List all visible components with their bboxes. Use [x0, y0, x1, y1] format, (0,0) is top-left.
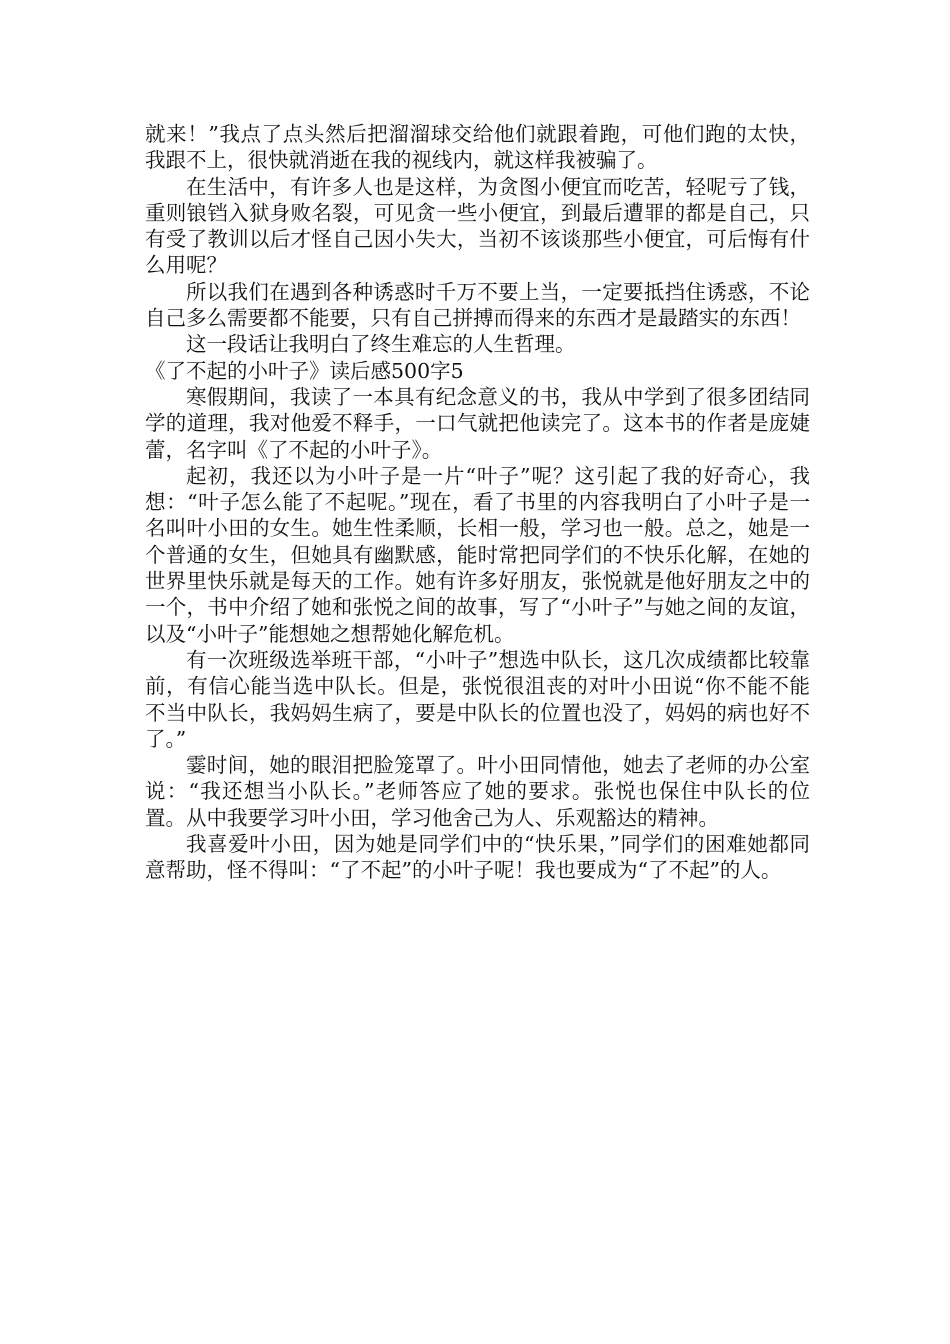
paragraph-continuation: 就来！”我点了点头然后把溜溜球交给他们就跟着跑，可他们跑的太快，我跟不上，很快就消逝在我的视线内，就这样我被骗了。 — [145, 122, 810, 173]
paragraph: 这一段话让我明白了终生难忘的人生哲理。 — [186, 332, 576, 357]
paragraph: 我喜爱叶小田，因为她是同学们中的“快乐果，”同学们的困难她都同意帮助，怪不得叫：“了不起”的小叶子呢！我也要成为“了不起”的人。 — [145, 832, 810, 883]
paragraph: 霎时间，她的眼泪把脸笼罩了。叶小田同情他，她去了老师的办公室说：“我还想当小队长。”老师答应了她的要求。张悦也保住中队长的位置。从中我要学习叶小田，学习他舍己为人、乐观豁达的精神。 — [145, 753, 810, 830]
paragraph: 在生活中，有许多人也是这样，为贪图小便宜而吃苦，轻呢亏了钱，重则锒铛入狱身败名裂，可见贪一些小便宜，到最后遭罪的都是自己，只有受了教训以后才怪自己因小失大，当初不该谈那些小便宜，可后悔有什么用呢？ — [145, 174, 810, 278]
paragraph: 所以我们在遇到各种诱惑时千万不要上当，一定要抵挡住诱惑，不论自己多么需要都不能要，只有自己拼搏而得来的东西才是最踏实的东西！ — [145, 279, 810, 331]
paragraph: 起初，我还以为小叶子是一片“叶子”呢？这引起了我的好奇心，我想：“叶子怎么能了不起呢。”现在，看了书里的内容我明白了小叶子是一名叫叶小田的女生。她生性柔顺，长相一般，学习也一般。总之，她是一个普通的女生，但她具有幽默感，能时常把同学们的不快乐化解，在她的世界里快乐就是每天的工作。她有许多好朋友，张悦就是他好朋友之中的一个，书中介绍了她和张悦之间的故事，写了“小叶子”与她之间的友谊，以及“小叶子”能想她之想帮她化解危机。 — [145, 463, 810, 646]
paragraph: 有一次班级选举班干部，“小叶子”想选中队长，这几次成绩都比较靠前，有信心能当选中队长。但是，张悦很沮丧的对叶小田说“你不能不能不当中队长，我妈妈生病了，要是中队长的位置也没了，妈妈的病也好不了。” — [145, 647, 810, 751]
section-heading: 《了不起的小叶子》读后感500字5 — [145, 358, 464, 383]
paragraph: 寒假期间，我读了一本具有纪念意义的书，我从中学到了很多团结同学的道理，我对他爱不释手，一口气就把他读完了。这本书的作者是庞婕蕾，名字叫《了不起的小叶子》。 — [145, 384, 810, 462]
document-body — [145, 121, 810, 884]
